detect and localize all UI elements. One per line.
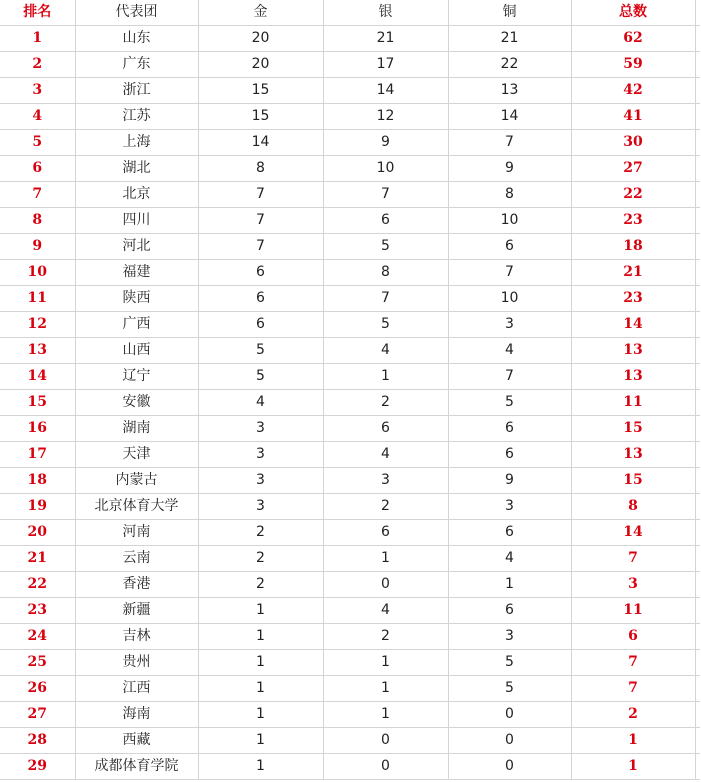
cell-silver[interactable]: 5 (323, 312, 448, 338)
cell-gold[interactable]: 6 (198, 260, 323, 286)
cell-silver[interactable]: 8 (323, 260, 448, 286)
cell-rank[interactable]: 20 (0, 520, 75, 546)
table-row (0, 182, 700, 208)
cell-bronze[interactable]: 9 (448, 156, 571, 182)
cell-bronze[interactable]: 4 (448, 546, 571, 572)
edge-cell[interactable] (695, 130, 700, 156)
header-team[interactable]: 代表团 (75, 0, 198, 26)
cell-silver[interactable]: 1 (323, 650, 448, 676)
table-row (0, 338, 700, 364)
cell-gold[interactable]: 3 (198, 442, 323, 468)
cell-rank[interactable]: 3 (0, 78, 75, 104)
cell-gold[interactable]: 8 (198, 156, 323, 182)
table-row (0, 624, 700, 650)
table-row (0, 546, 700, 572)
cell-silver[interactable]: 2 (323, 390, 448, 416)
cell-rank[interactable]: 16 (0, 416, 75, 442)
cell-team[interactable]: 湖南 (75, 416, 198, 442)
cell-total[interactable]: 30 (571, 130, 695, 156)
cell-team[interactable]: 北京体育大学 (75, 494, 198, 520)
cell-bronze[interactable]: 5 (448, 676, 571, 702)
table-row (0, 676, 700, 702)
cell-bronze[interactable]: 6 (448, 416, 571, 442)
cell-silver[interactable]: 0 (323, 728, 448, 754)
cell-gold[interactable]: 20 (198, 26, 323, 52)
cell-gold[interactable]: 1 (198, 624, 323, 650)
cell-team[interactable]: 广东 (75, 52, 198, 78)
cell-team[interactable]: 香港 (75, 572, 198, 598)
cell-gold[interactable]: 1 (198, 676, 323, 702)
cell-silver[interactable]: 6 (323, 208, 448, 234)
cell-total[interactable]: 1 (571, 728, 695, 754)
cell-bronze[interactable]: 1 (448, 572, 571, 598)
cell-team[interactable]: 江苏 (75, 104, 198, 130)
cell-bronze[interactable]: 0 (448, 702, 571, 728)
cell-rank[interactable]: 11 (0, 286, 75, 312)
cell-team[interactable]: 四川 (75, 208, 198, 234)
edge-cell[interactable] (695, 0, 700, 26)
cell-silver[interactable]: 9 (323, 130, 448, 156)
edge-cell[interactable] (695, 364, 700, 390)
cell-rank[interactable]: 17 (0, 442, 75, 468)
cell-team[interactable]: 海南 (75, 702, 198, 728)
edge-cell[interactable] (695, 390, 700, 416)
edge-cell[interactable] (695, 338, 700, 364)
cell-gold[interactable]: 6 (198, 286, 323, 312)
cell-silver[interactable]: 1 (323, 702, 448, 728)
cell-rank[interactable]: 4 (0, 104, 75, 130)
cell-rank[interactable]: 15 (0, 390, 75, 416)
cell-rank[interactable]: 22 (0, 572, 75, 598)
cell-gold[interactable]: 7 (198, 182, 323, 208)
cell-team[interactable]: 河南 (75, 520, 198, 546)
cell-gold[interactable]: 1 (198, 702, 323, 728)
cell-gold[interactable]: 1 (198, 754, 323, 780)
cell-rank[interactable]: 9 (0, 234, 75, 260)
cell-total[interactable]: 3 (571, 572, 695, 598)
cell-total[interactable]: 2 (571, 702, 695, 728)
cell-gold[interactable]: 14 (198, 130, 323, 156)
cell-team[interactable]: 新疆 (75, 598, 198, 624)
cell-team[interactable]: 浙江 (75, 78, 198, 104)
cell-silver[interactable]: 17 (323, 52, 448, 78)
cell-rank[interactable]: 25 (0, 650, 75, 676)
table-row (0, 520, 700, 546)
cell-silver[interactable]: 14 (323, 78, 448, 104)
table-row (0, 390, 700, 416)
cell-silver[interactable]: 5 (323, 234, 448, 260)
cell-team[interactable]: 吉林 (75, 624, 198, 650)
cell-silver[interactable]: 1 (323, 676, 448, 702)
cell-total[interactable]: 8 (571, 494, 695, 520)
table-row (0, 156, 700, 182)
cell-total[interactable]: 6 (571, 624, 695, 650)
cell-rank[interactable]: 12 (0, 312, 75, 338)
cell-bronze[interactable]: 7 (448, 364, 571, 390)
cell-gold[interactable]: 5 (198, 338, 323, 364)
cell-team[interactable]: 广西 (75, 312, 198, 338)
table-row (0, 364, 700, 390)
cell-total[interactable]: 21 (571, 260, 695, 286)
edge-cell[interactable] (695, 104, 700, 130)
cell-silver[interactable]: 21 (323, 26, 448, 52)
cell-total[interactable]: 13 (571, 338, 695, 364)
cell-team[interactable]: 陕西 (75, 286, 198, 312)
cell-team[interactable]: 天津 (75, 442, 198, 468)
cell-team[interactable]: 山东 (75, 26, 198, 52)
edge-cell[interactable] (695, 26, 700, 52)
table-row (0, 208, 700, 234)
header-rank[interactable]: 排名 (0, 0, 75, 26)
cell-gold[interactable]: 1 (198, 728, 323, 754)
cell-total[interactable]: 27 (571, 156, 695, 182)
cell-silver[interactable]: 7 (323, 182, 448, 208)
edge-cell[interactable] (695, 182, 700, 208)
cell-rank[interactable]: 24 (0, 624, 75, 650)
cell-bronze[interactable]: 10 (448, 286, 571, 312)
cell-team[interactable]: 山西 (75, 338, 198, 364)
table-row (0, 442, 700, 468)
cell-rank[interactable]: 5 (0, 130, 75, 156)
cell-bronze[interactable]: 13 (448, 78, 571, 104)
table-row (0, 104, 700, 130)
cell-total[interactable]: 42 (571, 78, 695, 104)
cell-total[interactable]: 15 (571, 416, 695, 442)
edge-cell[interactable] (695, 286, 700, 312)
cell-team[interactable]: 福建 (75, 260, 198, 286)
table-row (0, 598, 700, 624)
cell-gold[interactable]: 3 (198, 468, 323, 494)
cell-silver[interactable]: 6 (323, 520, 448, 546)
cell-silver[interactable]: 7 (323, 286, 448, 312)
cell-total[interactable]: 1 (571, 754, 695, 780)
header-bronze[interactable]: 铜 (448, 0, 571, 26)
edge-cell[interactable] (695, 546, 700, 572)
edge-cell[interactable] (695, 754, 700, 780)
cell-rank[interactable]: 8 (0, 208, 75, 234)
edge-cell[interactable] (695, 208, 700, 234)
cell-bronze[interactable]: 9 (448, 468, 571, 494)
edge-cell[interactable] (695, 494, 700, 520)
cell-gold[interactable]: 2 (198, 520, 323, 546)
edge-cell[interactable] (695, 598, 700, 624)
cell-silver[interactable]: 4 (323, 598, 448, 624)
cell-team[interactable]: 北京 (75, 182, 198, 208)
table-row (0, 26, 700, 52)
header-silver[interactable]: 银 (323, 0, 448, 26)
cell-gold[interactable]: 15 (198, 78, 323, 104)
edge-cell[interactable] (695, 468, 700, 494)
cell-gold[interactable]: 20 (198, 52, 323, 78)
cell-gold[interactable]: 2 (198, 546, 323, 572)
cell-team[interactable]: 成都体育学院 (75, 754, 198, 780)
edge-cell[interactable] (695, 676, 700, 702)
cell-total[interactable]: 13 (571, 364, 695, 390)
edge-cell[interactable] (695, 78, 700, 104)
table-row (0, 234, 700, 260)
header-row (0, 0, 700, 26)
cell-total[interactable]: 7 (571, 650, 695, 676)
cell-silver[interactable]: 1 (323, 364, 448, 390)
cell-rank[interactable]: 18 (0, 468, 75, 494)
cell-gold[interactable]: 4 (198, 390, 323, 416)
cell-silver[interactable]: 2 (323, 494, 448, 520)
cell-team[interactable]: 云南 (75, 546, 198, 572)
cell-bronze[interactable]: 4 (448, 338, 571, 364)
table-row (0, 754, 700, 780)
cell-rank[interactable]: 2 (0, 52, 75, 78)
cell-total[interactable]: 7 (571, 676, 695, 702)
cell-gold[interactable]: 1 (198, 650, 323, 676)
header-gold[interactable]: 金 (198, 0, 323, 26)
cell-bronze[interactable]: 22 (448, 52, 571, 78)
cell-rank[interactable]: 10 (0, 260, 75, 286)
cell-team[interactable]: 江西 (75, 676, 198, 702)
edge-cell[interactable] (695, 702, 700, 728)
cell-total[interactable]: 14 (571, 520, 695, 546)
edge-cell[interactable] (695, 416, 700, 442)
cell-total[interactable]: 14 (571, 312, 695, 338)
edge-cell[interactable] (695, 156, 700, 182)
cell-team[interactable]: 辽宁 (75, 364, 198, 390)
cell-silver[interactable]: 4 (323, 338, 448, 364)
cell-silver[interactable]: 0 (323, 572, 448, 598)
cell-gold[interactable]: 3 (198, 416, 323, 442)
cell-total[interactable]: 18 (571, 234, 695, 260)
cell-rank[interactable]: 29 (0, 754, 75, 780)
cell-rank[interactable]: 6 (0, 156, 75, 182)
cell-bronze[interactable]: 5 (448, 390, 571, 416)
table-row (0, 312, 700, 338)
table-row (0, 78, 700, 104)
edge-cell[interactable] (695, 260, 700, 286)
cell-rank[interactable]: 26 (0, 676, 75, 702)
table-row (0, 286, 700, 312)
cell-bronze[interactable]: 7 (448, 260, 571, 286)
cell-gold[interactable]: 7 (198, 234, 323, 260)
cell-bronze[interactable]: 6 (448, 598, 571, 624)
cell-bronze[interactable]: 10 (448, 208, 571, 234)
cell-bronze[interactable]: 0 (448, 728, 571, 754)
table-row (0, 702, 700, 728)
table-row (0, 650, 700, 676)
cell-gold[interactable]: 3 (198, 494, 323, 520)
cell-total[interactable]: 11 (571, 598, 695, 624)
cell-bronze[interactable]: 6 (448, 442, 571, 468)
edge-cell[interactable] (695, 520, 700, 546)
cell-total[interactable]: 22 (571, 182, 695, 208)
cell-total[interactable]: 23 (571, 208, 695, 234)
table-row (0, 728, 700, 754)
cell-total[interactable]: 15 (571, 468, 695, 494)
edge-cell[interactable] (695, 52, 700, 78)
cell-total[interactable]: 23 (571, 286, 695, 312)
cell-gold[interactable]: 15 (198, 104, 323, 130)
edge-cell[interactable] (695, 442, 700, 468)
cell-gold[interactable]: 2 (198, 572, 323, 598)
cell-team[interactable]: 西藏 (75, 728, 198, 754)
cell-bronze[interactable]: 6 (448, 520, 571, 546)
edge-cell[interactable] (695, 650, 700, 676)
cell-silver[interactable]: 2 (323, 624, 448, 650)
cell-rank[interactable]: 28 (0, 728, 75, 754)
cell-total[interactable]: 59 (571, 52, 695, 78)
cell-rank[interactable]: 23 (0, 598, 75, 624)
cell-bronze[interactable]: 3 (448, 312, 571, 338)
cell-team[interactable]: 安徽 (75, 390, 198, 416)
cell-silver[interactable]: 6 (323, 416, 448, 442)
cell-rank[interactable]: 21 (0, 546, 75, 572)
cell-silver[interactable]: 12 (323, 104, 448, 130)
cell-silver[interactable]: 1 (323, 546, 448, 572)
cell-total[interactable]: 41 (571, 104, 695, 130)
cell-bronze[interactable]: 5 (448, 650, 571, 676)
table-row (0, 130, 700, 156)
cell-gold[interactable]: 6 (198, 312, 323, 338)
table-row (0, 572, 700, 598)
edge-cell[interactable] (695, 728, 700, 754)
cell-silver[interactable]: 0 (323, 754, 448, 780)
cell-silver[interactable]: 3 (323, 468, 448, 494)
cell-bronze[interactable]: 21 (448, 26, 571, 52)
cell-silver[interactable]: 4 (323, 442, 448, 468)
cell-gold[interactable]: 5 (198, 364, 323, 390)
cell-total[interactable]: 62 (571, 26, 695, 52)
cell-rank[interactable]: 27 (0, 702, 75, 728)
table-row (0, 260, 700, 286)
table-row (0, 494, 700, 520)
cell-bronze[interactable]: 8 (448, 182, 571, 208)
edge-cell[interactable] (695, 624, 700, 650)
cell-bronze[interactable]: 3 (448, 494, 571, 520)
cell-bronze[interactable]: 6 (448, 234, 571, 260)
edge-cell[interactable] (695, 234, 700, 260)
cell-rank[interactable]: 13 (0, 338, 75, 364)
cell-bronze[interactable]: 3 (448, 624, 571, 650)
edge-cell[interactable] (695, 572, 700, 598)
cell-team[interactable]: 内蒙古 (75, 468, 198, 494)
cell-silver[interactable]: 10 (323, 156, 448, 182)
cell-team[interactable]: 上海 (75, 130, 198, 156)
header-total[interactable]: 总数 (571, 0, 695, 26)
cell-total[interactable]: 13 (571, 442, 695, 468)
cell-bronze[interactable]: 0 (448, 754, 571, 780)
table-body (0, 26, 700, 780)
table-row (0, 52, 700, 78)
edge-cell[interactable] (695, 312, 700, 338)
cell-gold[interactable]: 1 (198, 598, 323, 624)
cell-rank[interactable]: 1 (0, 26, 75, 52)
cell-rank[interactable]: 14 (0, 364, 75, 390)
cell-team[interactable]: 贵州 (75, 650, 198, 676)
cell-bronze[interactable]: 14 (448, 104, 571, 130)
cell-total[interactable]: 11 (571, 390, 695, 416)
cell-team[interactable]: 湖北 (75, 156, 198, 182)
table-row (0, 468, 700, 494)
cell-rank[interactable]: 19 (0, 494, 75, 520)
cell-bronze[interactable]: 7 (448, 130, 571, 156)
cell-team[interactable]: 河北 (75, 234, 198, 260)
cell-total[interactable]: 7 (571, 546, 695, 572)
cell-rank[interactable]: 7 (0, 182, 75, 208)
table-row (0, 416, 700, 442)
cell-gold[interactable]: 7 (198, 208, 323, 234)
